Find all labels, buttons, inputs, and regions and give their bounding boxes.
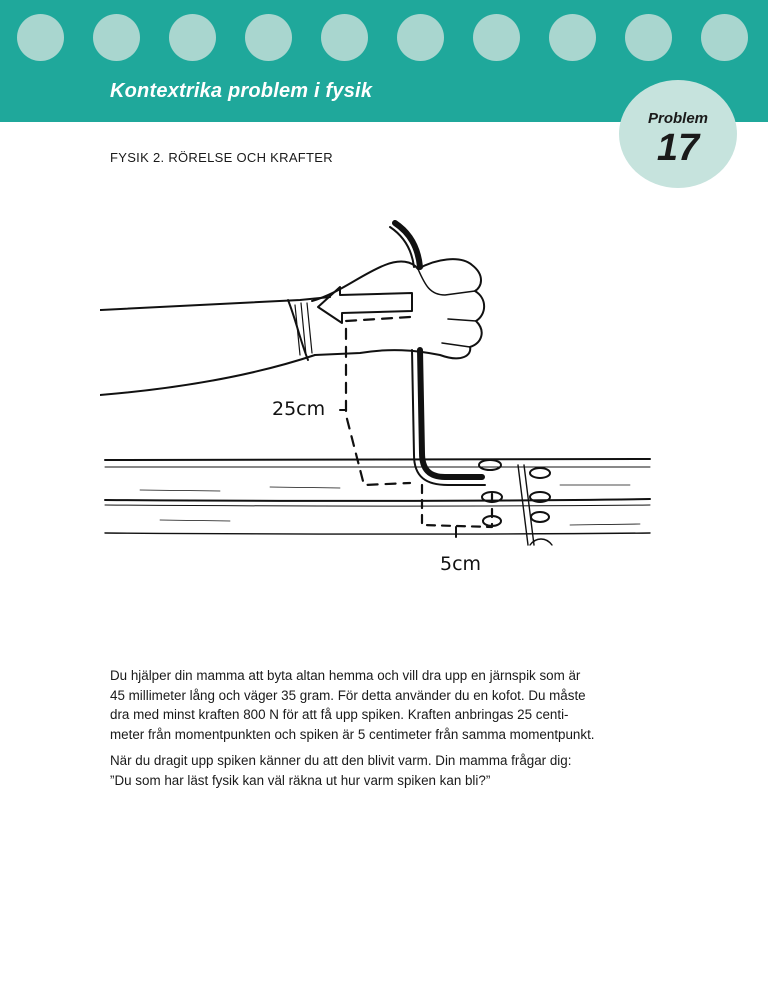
nail-head [479, 460, 501, 470]
nail-head [531, 512, 549, 522]
header-title: Kontextrika problem i fysik [110, 80, 373, 102]
plank-line [105, 533, 650, 534]
dimension-label-5cm: 5cm [440, 553, 482, 575]
decorative-dot [473, 14, 520, 61]
decorative-dot [625, 14, 672, 61]
dimension-label-25cm: 25cm [272, 398, 326, 420]
text-line: dra med minst kraften 800 N för att få upp spiken. Kraften anbringas 25 centi- [110, 707, 569, 722]
problem-label: Problem [647, 110, 708, 127]
decorative-dot [93, 14, 140, 61]
problem-badge [619, 80, 737, 188]
text-line: Du hjälper din mamma att byta altan hemma och vill dra upp en järnspik som är [110, 668, 581, 683]
crowbar-illustration [100, 215, 660, 585]
crowbar-shaft [420, 350, 482, 477]
decorative-dot [245, 14, 292, 61]
section-subtitle: FYSIK 2. RÖRELSE OCH KRAFTER [110, 150, 333, 165]
decorative-dot [17, 14, 64, 61]
decorative-dot [169, 14, 216, 61]
plank-line [105, 499, 650, 501]
text-line: När du dragit upp spiken känner du att den blivit varm. Din mamma frågar dig: [110, 753, 572, 768]
plank-line [105, 459, 650, 461]
paragraph-2 [110, 751, 670, 790]
problem-number: 17 [656, 127, 700, 169]
paragraph-1 [110, 666, 670, 744]
decorative-dots [0, 14, 768, 64]
decorative-dot [701, 14, 748, 61]
plank-seam [518, 465, 534, 545]
hand [312, 259, 484, 358]
decorative-dot [397, 14, 444, 61]
nail-head [530, 468, 550, 478]
text-line: 45 millimeter lång och väger 35 gram. För detta använder du en kofot. Du måste [110, 687, 586, 703]
text-line: meter från momentpunkten och spiken är 5 centimeter från samma momentpunkt. [110, 726, 595, 742]
text-line: ”Du som har läst fysik kan väl räkna ut hur varm spiken kan bli?” [110, 772, 491, 788]
arm-sleeve-bottom [100, 355, 315, 395]
plank-line [105, 505, 650, 506]
problem-text [110, 666, 670, 797]
plank-line [105, 467, 650, 468]
decorative-dot [549, 14, 596, 61]
decorative-dot [321, 14, 368, 61]
